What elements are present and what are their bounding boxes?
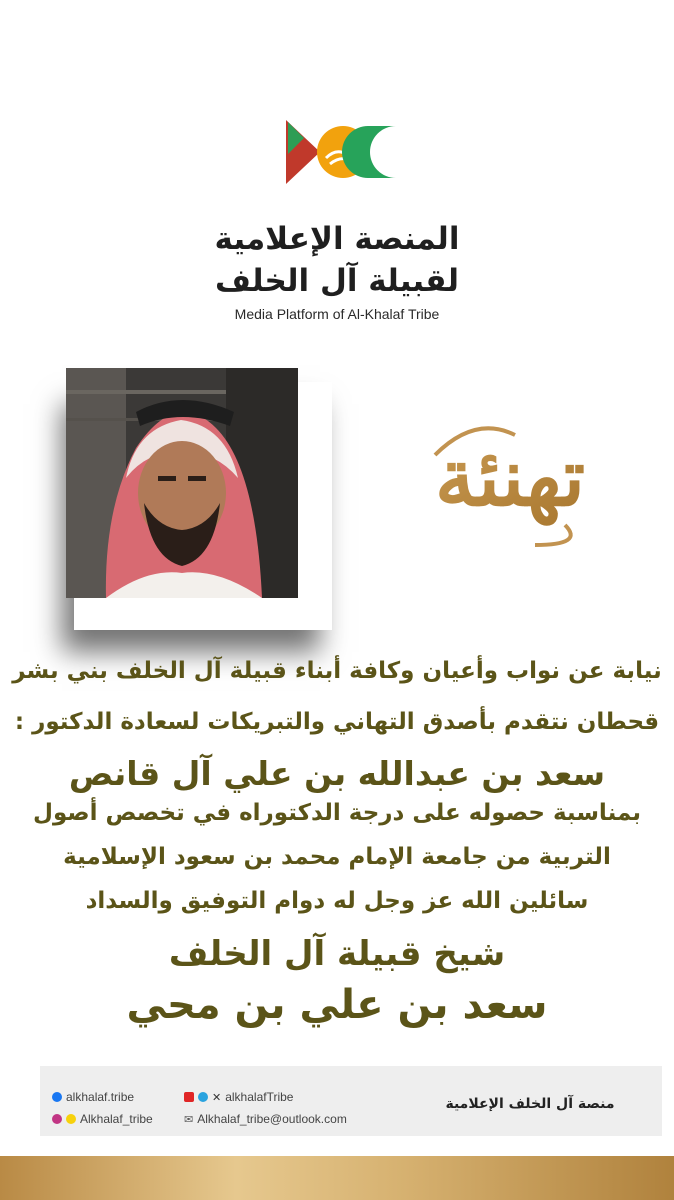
greeting-calligraphy [415,395,605,555]
message-line-2: قحطان نتقدم بأصدق التهاني والتبريكات لسعادة الدكتور : [14,709,660,735]
signature-name: سعد بن علي بن محي [126,982,548,1028]
telegram-icon [198,1092,208,1102]
youtube-icon [184,1092,194,1102]
footer-platform-name: منصة آل الخلف الإعلامية [445,1096,615,1112]
email-row[interactable] [184,1112,347,1126]
x-icon: ✕ [212,1091,222,1104]
youtube-telegram-x-row[interactable] [184,1090,293,1104]
platform-title-english: Media Platform of Al-Khalaf Tribe [234,306,440,322]
email-address: Alkhalaf_tribe@outlook.com [197,1112,347,1126]
instagram-snapchat-handle: Alkhalaf_tribe [80,1112,153,1126]
instagram-handle-row[interactable] [52,1112,153,1126]
platform-title-line1: المنصة الإعلامية [214,221,460,257]
honoree-name: سعد بن عبدالله بن علي آل قانص [68,754,606,793]
tribe-logo [286,120,400,184]
message-line-1: نيابة عن نواب وأعيان وكافة أبناء قبيلة آل الخلف بني بشر [12,658,662,684]
message-line-5: التربية من جامعة الإمام محمد بن سعود الإسلامية [63,844,611,870]
instagram-icon [52,1114,62,1124]
signature-title: شيخ قبيلة آل الخلف [168,934,506,974]
email-icon: ✉ [184,1113,194,1126]
facebook-handle: alkhalaf.tribe [66,1090,135,1104]
message-line-6: سائلين الله عز وجل له دوام التوفيق والسداد [85,888,589,914]
message-line-4: بمناسبة حصوله على درجة الدكتوراه في تخصص أصول [32,800,642,826]
snapchat-icon [66,1114,76,1124]
honoree-photo [66,368,298,598]
platform-title-line2: لقبيلة آل الخلف [214,263,459,299]
youtube-telegram-x-handle: alkhalafTribe [225,1090,294,1104]
facebook-handle-row[interactable] [52,1090,134,1104]
greeting-word: تهنئة [434,430,586,524]
facebook-icon [52,1092,62,1102]
gold-bottom-strip [0,1156,674,1200]
